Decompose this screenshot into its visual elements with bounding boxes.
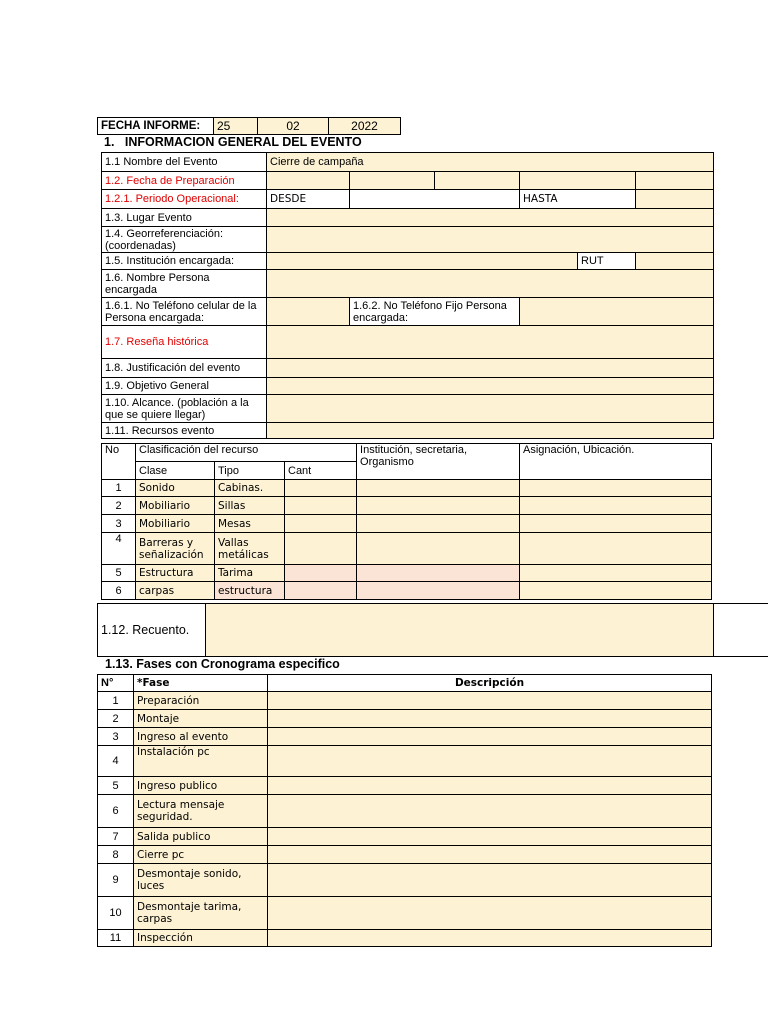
recursos-evento-label: 1.11. Recursos evento bbox=[102, 423, 267, 439]
fase-no: 9 bbox=[98, 864, 134, 897]
recurso-asignacion[interactable] bbox=[520, 565, 712, 582]
descripcion-header: Descripción bbox=[268, 675, 712, 692]
section1-title-text: INFORMACION GENERAL DEL EVENTO bbox=[124, 135, 362, 149]
objetivo-general-label: 1.9. Objetivo General bbox=[102, 378, 267, 395]
recurso-tipo[interactable]: Mesas bbox=[215, 515, 285, 533]
recurso-clase[interactable]: Estructura bbox=[136, 565, 215, 582]
telefono-celular-label: 1.6.1. No Teléfono celular de la Persona encargada: bbox=[102, 298, 267, 326]
telefono-fijo-label: 1.6.2. No Teléfono Fijo Persona encargada: bbox=[350, 298, 520, 326]
cant-header: Cant bbox=[285, 462, 357, 480]
persona-encargada-label: 1.6. Nombre Persona encargada bbox=[102, 270, 267, 298]
fase-descripcion[interactable] bbox=[268, 897, 712, 930]
fecha-month[interactable]: 02 bbox=[258, 118, 329, 135]
fase-descripcion[interactable] bbox=[268, 710, 712, 728]
recurso-no: 1 bbox=[102, 480, 136, 497]
recurso-tipo[interactable]: estructura bbox=[215, 582, 285, 600]
fases-table bbox=[97, 674, 712, 947]
recurso-institucion[interactable] bbox=[357, 533, 520, 565]
recursos-table bbox=[101, 443, 712, 600]
fase-descripcion[interactable] bbox=[268, 864, 712, 897]
fecha-prep-field-2[interactable] bbox=[350, 172, 435, 190]
clasificacion-header: Clasificación del recurso bbox=[136, 444, 357, 462]
recurso-institucion[interactable] bbox=[357, 497, 520, 515]
lugar-evento-label: 1.3. Lugar Evento bbox=[102, 209, 267, 227]
rut-label: RUT bbox=[578, 253, 636, 270]
recurso-clase[interactable]: carpas bbox=[136, 582, 215, 600]
recursos-evento-value[interactable] bbox=[267, 423, 714, 439]
fase-descripcion[interactable] bbox=[268, 930, 712, 947]
recurso-no: 4 bbox=[102, 533, 136, 565]
recurso-tipo[interactable]: Sillas bbox=[215, 497, 285, 515]
section113-title: 1.13. Fases con Cronograma especifico bbox=[105, 657, 340, 671]
hora-field[interactable] bbox=[636, 172, 714, 190]
fases-no-header: N° bbox=[98, 675, 134, 692]
rut-value[interactable] bbox=[636, 253, 714, 270]
objetivo-general-value[interactable] bbox=[267, 378, 714, 395]
recuento-extension-line bbox=[712, 603, 768, 604]
fase-name[interactable]: Desmontaje sonido, luces bbox=[134, 864, 268, 897]
fase-name[interactable]: Lectura mensaje seguridad. bbox=[134, 795, 268, 828]
asignacion-header: Asignación, Ubicación. bbox=[520, 444, 712, 480]
fase-name[interactable]: Ingreso al evento bbox=[134, 728, 268, 746]
nombre-evento-value[interactable]: Cierre de campaña bbox=[267, 153, 714, 172]
recurso-asignacion[interactable] bbox=[520, 515, 712, 533]
recurso-clase[interactable]: Mobiliario bbox=[136, 515, 215, 533]
resena-historica-value[interactable] bbox=[267, 326, 714, 359]
resena-historica-label: 1.7. Reseña histórica bbox=[102, 326, 267, 359]
recuento-value[interactable] bbox=[206, 604, 714, 657]
recurso-cant[interactable] bbox=[285, 565, 357, 582]
fecha-label: FECHA INFORME: bbox=[98, 118, 214, 135]
recurso-institucion[interactable] bbox=[357, 515, 520, 533]
recurso-tipo[interactable]: Tarima bbox=[215, 565, 285, 582]
recurso-cant[interactable] bbox=[285, 497, 357, 515]
fase-descripcion[interactable] bbox=[268, 692, 712, 710]
fase-header: *Fase bbox=[134, 675, 268, 692]
fase-name[interactable]: Salida publico bbox=[134, 828, 268, 846]
fase-descripcion[interactable] bbox=[268, 828, 712, 846]
alcance-label: 1.10. Alcance. (población a la que se quiere llegar) bbox=[102, 395, 267, 423]
fase-no: 8 bbox=[98, 846, 134, 864]
section1-title bbox=[104, 135, 362, 149]
section1-number: 1. bbox=[104, 135, 115, 149]
justificacion-value[interactable] bbox=[267, 359, 714, 378]
fase-name[interactable]: Ingreso publico bbox=[134, 777, 268, 795]
recurso-asignacion[interactable] bbox=[520, 480, 712, 497]
recurso-institucion[interactable] bbox=[357, 582, 520, 600]
hasta-label: HASTA bbox=[520, 190, 636, 209]
justificacion-label: 1.8. Justificación del evento bbox=[102, 359, 267, 378]
fase-no: 1 bbox=[98, 692, 134, 710]
fecha-preparacion-label: 1.2. Fecha de Preparación bbox=[102, 172, 267, 190]
fase-name[interactable]: Inspección bbox=[134, 930, 268, 947]
recurso-cant[interactable] bbox=[285, 515, 357, 533]
recurso-no: 6 bbox=[102, 582, 136, 600]
fecha-prep-field-3[interactable] bbox=[435, 172, 520, 190]
recurso-institucion[interactable] bbox=[357, 565, 520, 582]
desde-label: DESDE bbox=[267, 190, 350, 209]
recurso-institucion[interactable] bbox=[357, 480, 520, 497]
fase-no: 5 bbox=[98, 777, 134, 795]
recursos-no-header: No bbox=[102, 444, 136, 480]
fase-name[interactable]: Cierre pc bbox=[134, 846, 268, 864]
periodo-operacional-label: 1.2.1. Periodo Operacional: bbox=[102, 190, 267, 209]
recurso-asignacion[interactable] bbox=[520, 533, 712, 565]
recurso-cant[interactable] bbox=[285, 533, 357, 565]
fase-descripcion[interactable] bbox=[268, 846, 712, 864]
fecha-year[interactable]: 2022 bbox=[329, 118, 401, 135]
fase-name[interactable]: Montaje bbox=[134, 710, 268, 728]
fase-descripcion[interactable] bbox=[268, 746, 712, 777]
institucion-label: 1.5. Institución encargada: bbox=[102, 253, 267, 270]
telefono-fijo-value[interactable] bbox=[520, 298, 714, 326]
recurso-clase[interactable]: Barreras y señalización bbox=[136, 533, 215, 565]
fase-no: 7 bbox=[98, 828, 134, 846]
persona-encargada-value[interactable] bbox=[267, 270, 714, 298]
recurso-tipo[interactable]: Vallas metálicas bbox=[215, 533, 285, 565]
fase-no: 3 bbox=[98, 728, 134, 746]
fase-descripcion[interactable] bbox=[268, 728, 712, 746]
hasta-field[interactable] bbox=[636, 190, 714, 209]
fecha-informe-table bbox=[97, 117, 401, 135]
recuento-extension-line bbox=[712, 656, 768, 657]
fecha-prep-field-1[interactable] bbox=[267, 172, 350, 190]
recurso-no: 5 bbox=[102, 565, 136, 582]
desde-field[interactable] bbox=[350, 190, 520, 209]
nombre-evento-label: 1.1 Nombre del Evento bbox=[102, 153, 267, 172]
fase-name[interactable]: Preparación bbox=[134, 692, 268, 710]
recurso-clase[interactable]: Mobiliario bbox=[136, 497, 215, 515]
fecha-prep-field-4[interactable] bbox=[520, 172, 636, 190]
recurso-asignacion[interactable] bbox=[520, 582, 712, 600]
lugar-evento-value[interactable] bbox=[267, 209, 714, 227]
recuento-label: 1.12. Recuento. bbox=[98, 604, 206, 657]
institucion-header: Institución, secretaria, Organismo bbox=[357, 444, 520, 480]
recurso-tipo[interactable]: Cabinas. bbox=[215, 480, 285, 497]
recurso-no: 2 bbox=[102, 497, 136, 515]
fase-name[interactable]: Instalación pc bbox=[134, 746, 268, 777]
fase-no: 11 bbox=[98, 930, 134, 947]
recurso-cant[interactable] bbox=[285, 582, 357, 600]
alcance-value[interactable] bbox=[267, 395, 714, 423]
institucion-value[interactable] bbox=[267, 253, 578, 270]
georreferenciacion-label: 1.4. Georreferenciación: (coordenadas) bbox=[102, 227, 267, 253]
fecha-day[interactable]: 25 bbox=[214, 118, 258, 135]
recurso-cant[interactable] bbox=[285, 480, 357, 497]
tipo-header: Tipo bbox=[215, 462, 285, 480]
telefono-celular-value[interactable] bbox=[267, 298, 350, 326]
recurso-asignacion[interactable] bbox=[520, 497, 712, 515]
fase-descripcion[interactable] bbox=[268, 777, 712, 795]
recurso-no: 3 bbox=[102, 515, 136, 533]
fase-no: 6 bbox=[98, 795, 134, 828]
fase-no: 2 bbox=[98, 710, 134, 728]
fase-no: 10 bbox=[98, 897, 134, 930]
recurso-clase[interactable]: Sonido bbox=[136, 480, 215, 497]
georreferenciacion-value[interactable] bbox=[267, 227, 714, 253]
recuento-table bbox=[97, 603, 714, 657]
fase-descripcion[interactable] bbox=[268, 795, 712, 828]
fase-name[interactable]: Desmontaje tarima, carpas bbox=[134, 897, 268, 930]
general-info-table bbox=[101, 152, 714, 439]
clase-header: Clase bbox=[136, 462, 215, 480]
fase-no: 4 bbox=[98, 746, 134, 777]
